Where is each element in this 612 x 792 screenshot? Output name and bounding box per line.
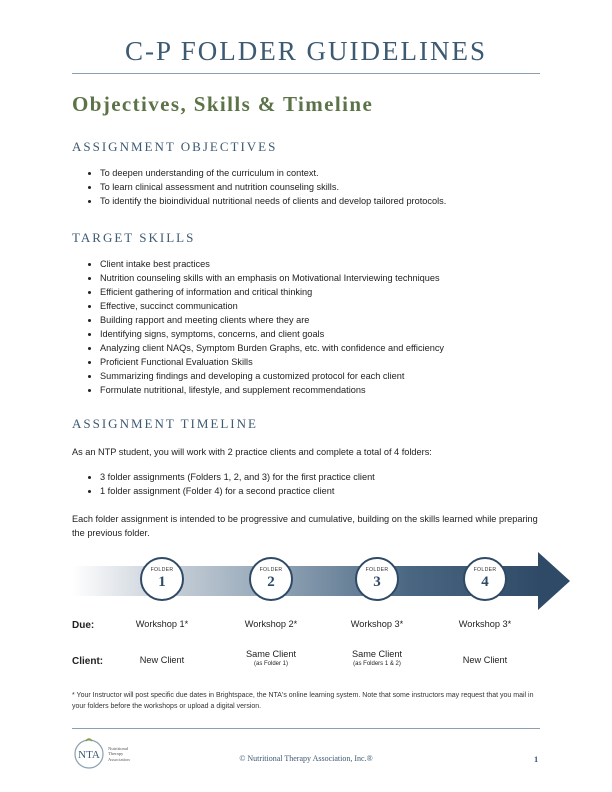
timeline-heading: ASSIGNMENT TIMELINE <box>72 416 258 431</box>
client-type: Same Client <box>245 649 297 659</box>
footer-divider <box>72 728 540 729</box>
folder-1-client <box>112 655 212 665</box>
folder-2-client <box>221 649 321 667</box>
due-label: Due: <box>72 620 95 631</box>
folder-label: FOLDER <box>150 567 174 573</box>
folder-1-due: Workshop 1* <box>135 619 189 629</box>
client-type: New Client <box>139 655 185 665</box>
skill-item: • Building rapport and meeting clients where they are <box>100 313 444 327</box>
timeline-item: • 1 folder assignment (Folder 4) for a second practice client <box>100 484 375 498</box>
skill-item: • Efficient gathering of information and critical thinking <box>100 285 444 299</box>
folder-label: FOLDER <box>365 567 389 573</box>
client-note: (as Folders 1 & 2) <box>353 661 401 667</box>
folder-label: FOLDER <box>473 567 497 573</box>
skill-item: • Proficient Functional Evaluation Skills <box>100 355 444 369</box>
logo-letters: NTA <box>78 749 100 761</box>
timeline-intro: As an NTP student, you will work with 2 practice clients and complete a total of 4 folders: <box>72 447 432 457</box>
client-note: (as Folder 1) <box>253 661 288 667</box>
folder-number: 3 <box>373 574 381 590</box>
client-type: Same Client <box>351 649 403 659</box>
timeline-list <box>72 470 375 498</box>
folder-2-marker <box>249 557 293 601</box>
objectives-heading: ASSIGNMENT OBJECTIVES <box>72 139 278 154</box>
page-number: 1 <box>534 754 539 764</box>
folder-4-client <box>435 655 535 665</box>
skill-item: • Identifying signs, symptoms, concerns, and client goals <box>100 327 444 341</box>
timeline-note: Each folder assignment is intended to be progressive and cumulative, building on the skills learned while preparing the previous folder. <box>72 514 538 538</box>
folder-number: 4 <box>481 574 489 590</box>
skill-item: • Formulate nutritional, lifestyle, and supplement recommendations <box>100 383 444 397</box>
skill-item: • Nutrition counseling skills with an emphasis on Motivational Interviewing techniques <box>100 271 444 285</box>
client-type: New Client <box>462 655 508 665</box>
skills-list <box>72 257 444 397</box>
objective-item: • To deepen understanding of the curriculum in context. <box>100 166 446 180</box>
skill-item: • Effective, succinct communication <box>100 299 444 313</box>
skill-item: • Client intake best practices <box>100 257 444 271</box>
objective-item: • To learn clinical assessment and nutrition counseling skills. <box>100 180 446 194</box>
folder-label: FOLDER <box>259 567 283 573</box>
copyright-text: © Nutritional Therapy Association, Inc.® <box>239 754 373 763</box>
logo-wordmark: Nutritional Therapy Association <box>108 746 130 762</box>
folder-3-client <box>327 649 427 667</box>
page-subtitle: Objectives, Skills & Timeline <box>72 92 374 116</box>
folder-2-due: Workshop 2* <box>244 619 298 629</box>
page-title: C-P FOLDER GUIDELINES <box>125 36 487 66</box>
folder-4-marker <box>463 557 507 601</box>
folder-4-due: Workshop 3* <box>458 619 512 629</box>
skill-item: • Analyzing client NAQs, Symptom Burden Graphs, etc. with confidence and efficiency <box>100 341 444 355</box>
header-divider <box>72 73 540 74</box>
folder-1-marker <box>140 557 184 601</box>
folder-3-marker <box>355 557 399 601</box>
folder-number: 2 <box>267 574 275 590</box>
footnote: * Your Instructor will post specific due dates in Brightspace, the NTA's online learning system. Note that some instructors may request that you mail in your folders before the workshops or upload a digital version. <box>72 692 534 710</box>
arrow-right-icon <box>538 552 570 610</box>
folder-number: 1 <box>158 574 166 590</box>
folder-timeline <box>72 552 572 610</box>
objective-item: • To identify the bioindividual nutritional needs of clients and develop tailored protocols. <box>100 194 446 208</box>
skills-heading: TARGET SKILLS <box>72 230 196 245</box>
timeline-item: • 3 folder assignments (Folders 1, 2, and 3) for the first practice client <box>100 470 375 484</box>
skill-item: • Summarizing findings and developing a customized protocol for each client <box>100 369 444 383</box>
folder-3-due: Workshop 3* <box>350 619 404 629</box>
client-label: Client: <box>72 656 104 667</box>
objectives-list <box>72 166 446 208</box>
